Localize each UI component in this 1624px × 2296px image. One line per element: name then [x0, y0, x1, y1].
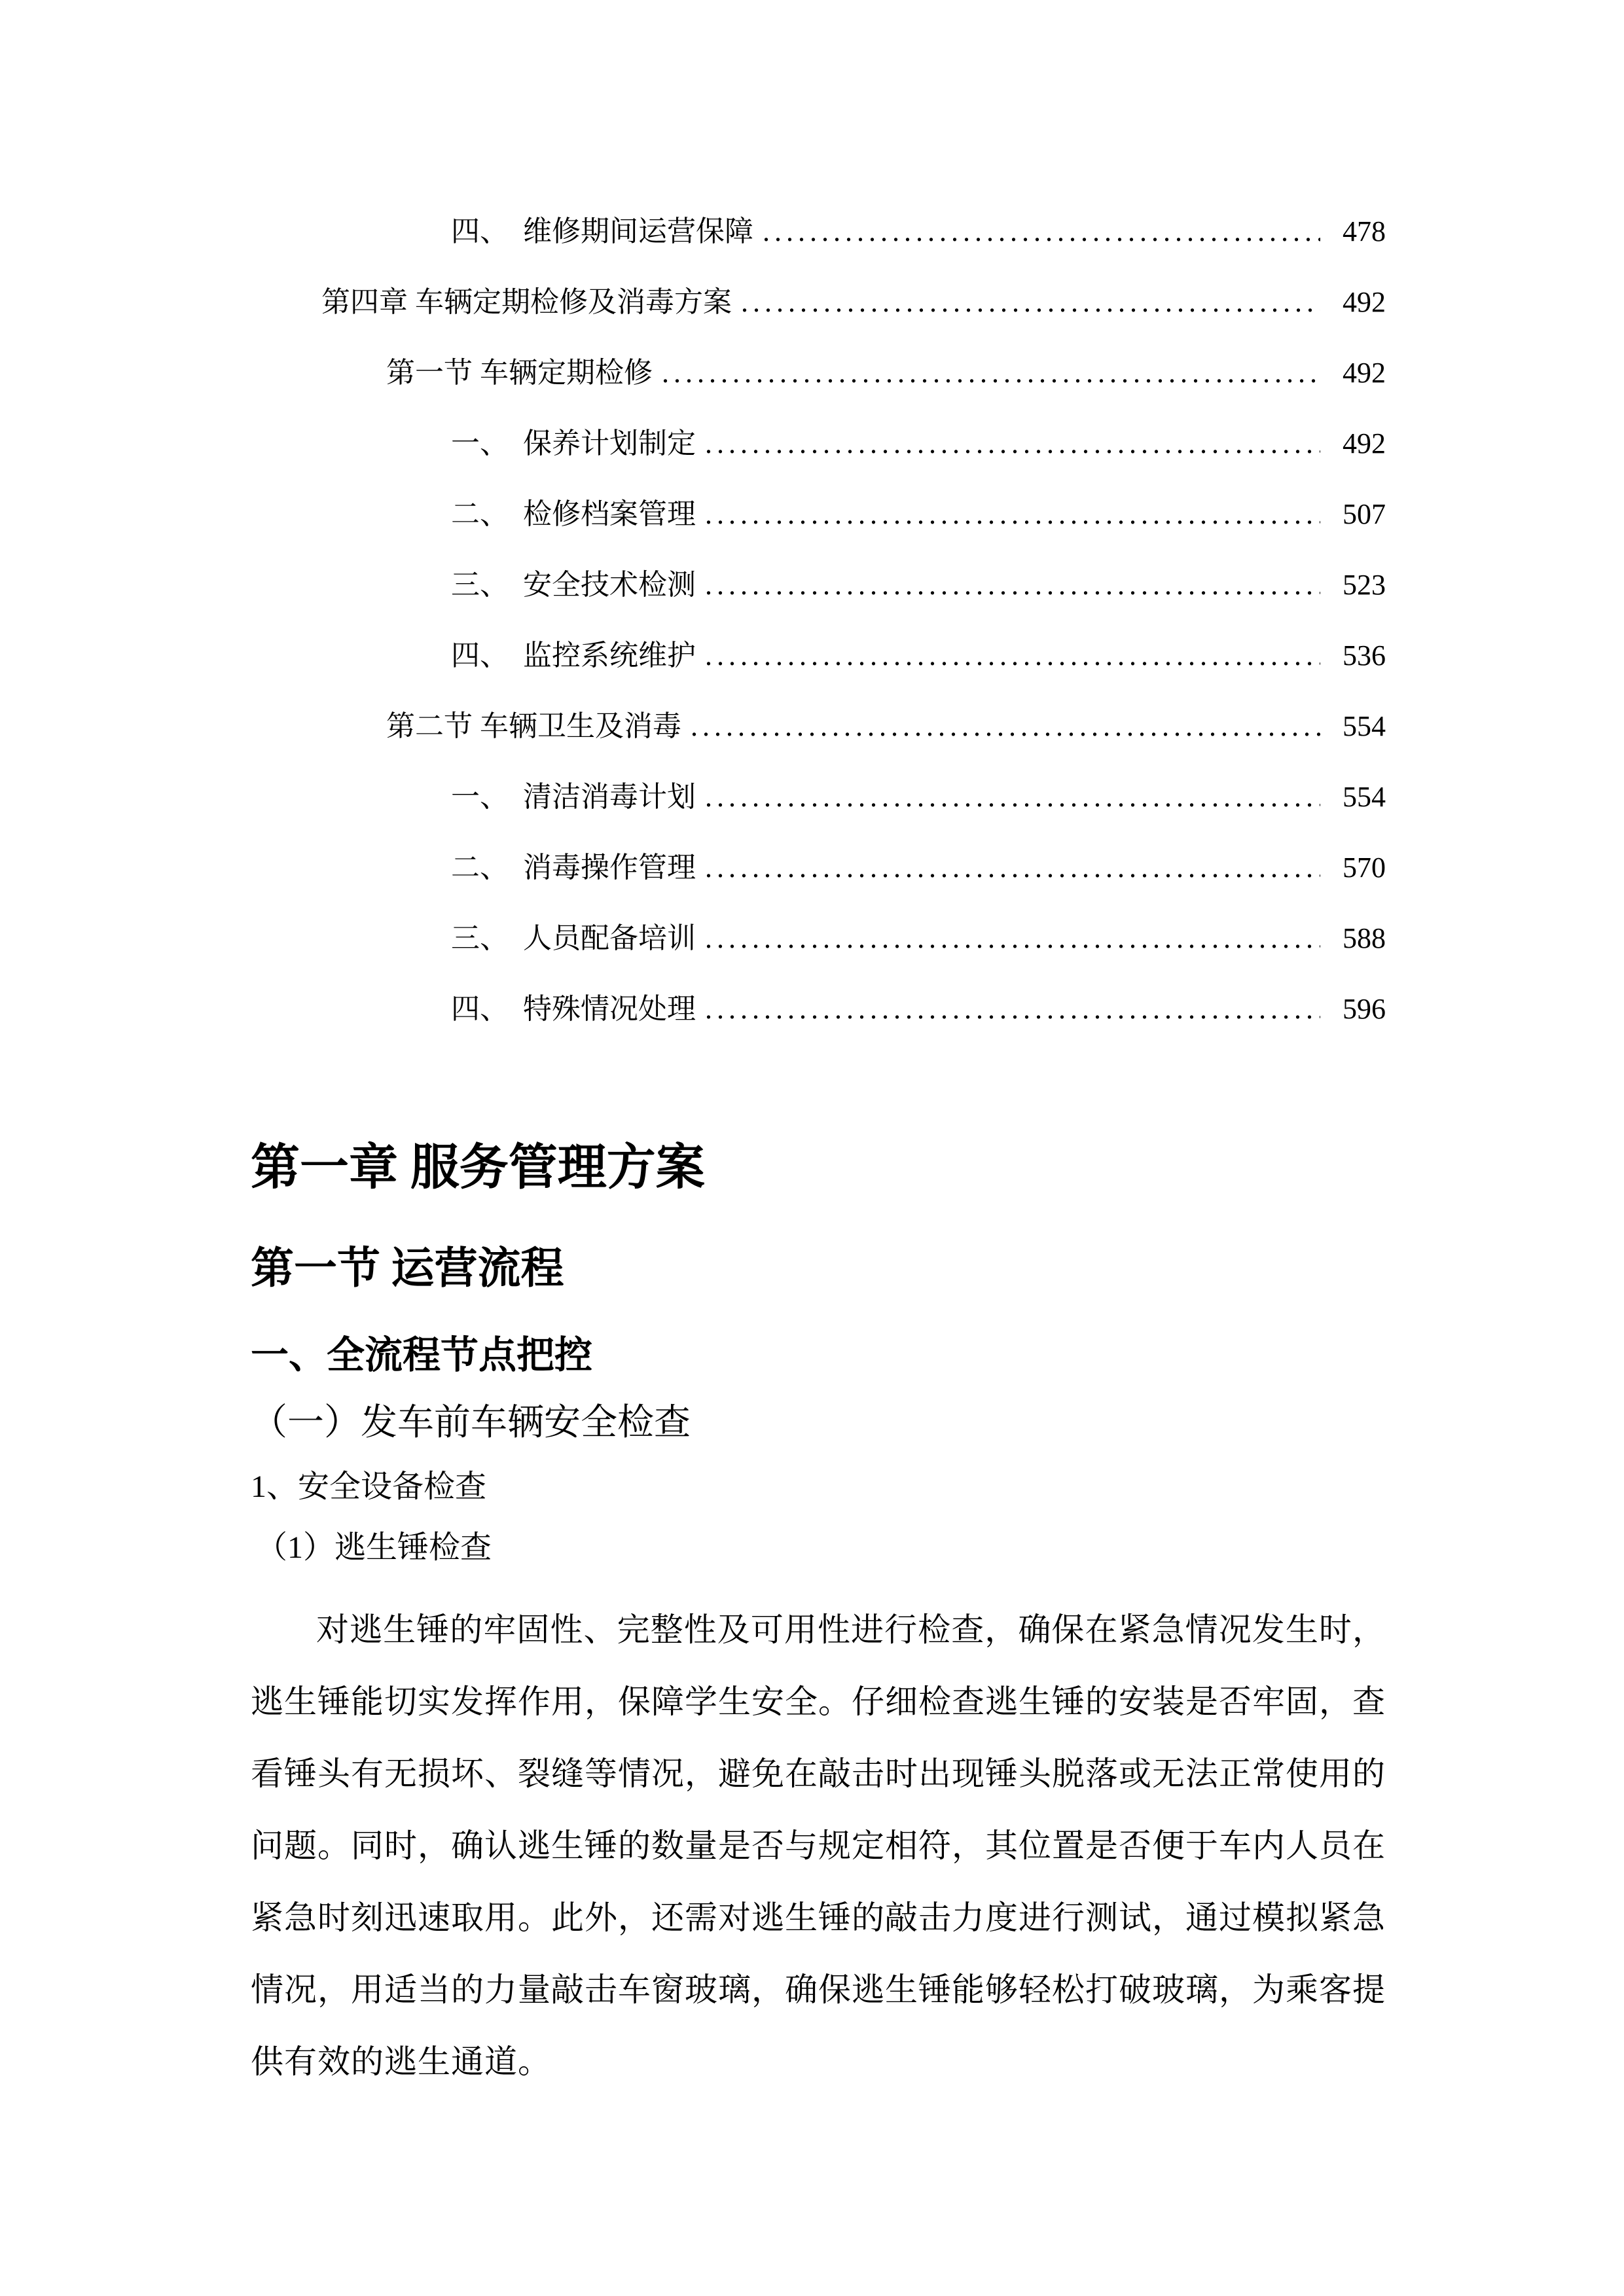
toc-entry: [251, 620, 1386, 691]
toc-dot-leader: [691, 691, 1320, 762]
section-title: 第一节 运营流程: [251, 1244, 564, 1293]
sub-heading: 一、全流程节点把控: [251, 1334, 593, 1377]
toc-page-number: 536: [1343, 639, 1386, 672]
toc-dot-leader: [705, 903, 1320, 974]
toc-entry-label: 三、 人员配备培训: [451, 922, 696, 954]
toc-page-number: 492: [1343, 357, 1386, 389]
toc-entry-label: 四、 特殊情况处理: [451, 993, 696, 1025]
toc-entry-label: 第一节 车辆定期检修: [386, 357, 653, 389]
toc-entry: [251, 479, 1386, 550]
toc-entry: [251, 762, 1386, 833]
table-of-contents: [251, 196, 1386, 1045]
toc-dot-leader: [705, 550, 1320, 620]
toc-dot-leader: [705, 620, 1320, 691]
toc-page-number: 570: [1343, 852, 1386, 884]
numbered-heading: 1、安全设备检查: [251, 1469, 487, 1505]
toc-entry-label: 三、 安全技术检测: [451, 569, 696, 601]
toc-entry-label: 四、 维修期间运营保障: [451, 215, 753, 247]
toc-page-number: 492: [1343, 286, 1386, 318]
toc-dot-leader: [705, 762, 1320, 833]
toc-page-number: 478: [1343, 215, 1386, 247]
toc-dot-leader: [705, 479, 1320, 550]
toc-dot-leader: [705, 833, 1320, 903]
toc-page-number: 507: [1343, 498, 1386, 530]
toc-entry: [251, 903, 1386, 974]
toc-entry: [251, 833, 1386, 903]
item-heading: （一）发车前车辆安全检查: [251, 1402, 691, 1443]
sub-item-heading: （1）逃生锤检查: [256, 1530, 492, 1566]
toc-entry-label: 二、 检修档案管理: [451, 498, 696, 530]
toc-entry-label: 第二节 车辆卫生及消毒: [386, 710, 681, 742]
toc-dot-leader: [705, 408, 1320, 479]
toc-page-number: 554: [1343, 710, 1386, 742]
toc-page-number: 492: [1343, 427, 1386, 459]
toc-entry-label: 二、 消毒操作管理: [451, 852, 696, 884]
chapter-title: 第一章 服务管理方案: [251, 1141, 705, 1195]
toc-entry: [251, 267, 1386, 338]
toc-entry-label: 一、 清洁消毒计划: [451, 781, 696, 813]
toc-page-number: 554: [1343, 781, 1386, 813]
toc-entry: [251, 338, 1386, 408]
toc-entry: [251, 550, 1386, 620]
toc-entry: [251, 691, 1386, 762]
toc-page-number: 588: [1343, 922, 1386, 954]
toc-entry: [251, 408, 1386, 479]
toc-entry-label: 四、 监控系统维护: [451, 639, 696, 672]
toc-entry-label: 第四章 车辆定期检修及消毒方案: [321, 286, 732, 318]
toc-entry: [251, 196, 1386, 267]
toc-dot-leader: [741, 267, 1320, 338]
toc-page-number: 596: [1343, 993, 1386, 1025]
toc-dot-leader: [705, 974, 1320, 1045]
toc-dot-leader: [763, 196, 1320, 267]
body-paragraph: 对逃生锤的牢固性、完整性及可用性进行检查，确保在紧急情况发生时，逃生锤能切实发挥作用，保障学生安全。仔细检查逃生锤的安装是否牢固，查看锤头有无损坏、裂缝等情况，避免在敲击时出现锤头脱落或无法正常使用的问题。同时，确认逃生锤的数量是否与规定相符，其位置是否便于车内人员在紧急时刻迅速取用。此外，还需对逃生锤的敲击力度进行测试，通过模拟紧急情况，用适当的力量敲击车窗玻璃，确保逃生锤能够轻松打破玻璃，为乘客提供有效的逃生通道。: [251, 1611, 1386, 2080]
toc-dot-leader: [662, 338, 1320, 408]
toc-entry: [251, 974, 1386, 1045]
toc-page-number: 523: [1343, 569, 1386, 601]
toc-entry-label: 一、 保养计划制定: [451, 427, 696, 459]
